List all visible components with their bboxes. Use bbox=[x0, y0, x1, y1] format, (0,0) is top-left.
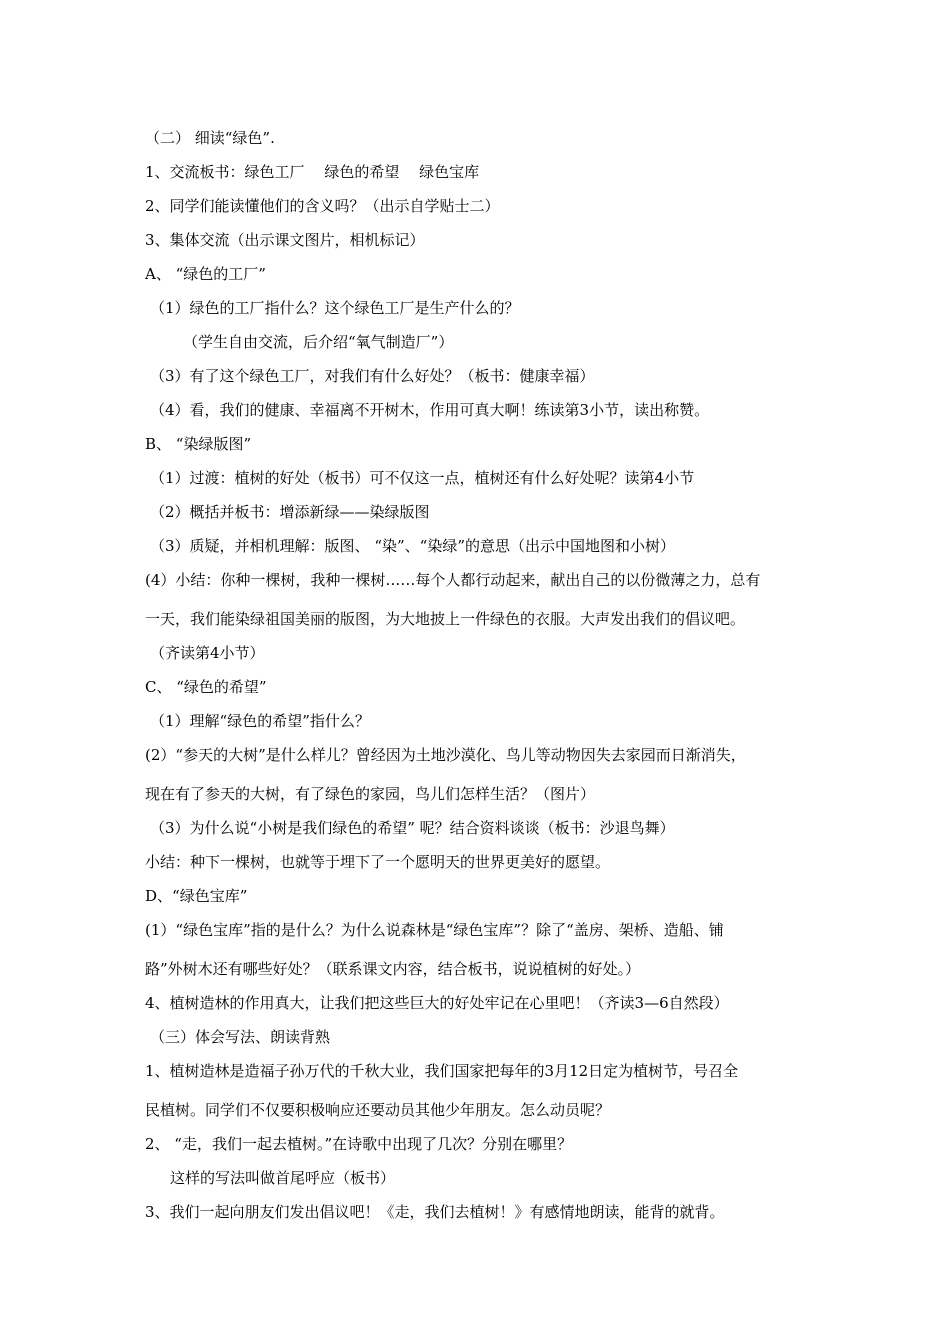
subsection-heading-c: C、 “绿色的希望” bbox=[145, 678, 267, 696]
paragraph-line: （2）概括并板书：增添新绿——染绿版图 bbox=[150, 503, 430, 521]
paragraph-line: 一天，我们能染绿祖国美丽的版图，为大地披上一件绿色的衣服。大声发出我们的倡议吧。 bbox=[145, 610, 746, 628]
paragraph-line: (2）“参天的大树”是什么样儿？曾经因为土地沙漠化、鸟儿等动物因失去家园而日渐消失， bbox=[145, 746, 746, 764]
paragraph-line: （4）看，我们的健康、幸福离不开树木，作用可真大啊！练读第3小节，读出称赞。 bbox=[150, 401, 710, 419]
paragraph-line: 3、集体交流（出示课文图片，相机标记） bbox=[145, 231, 425, 249]
section-heading-3: （三）体会写法、朗读背熟 bbox=[150, 1028, 331, 1046]
paragraph-line: （3）有了这个绿色工厂，对我们有什么好处？（板书：健康幸福） bbox=[150, 367, 595, 385]
paragraph-line: 1、交流板书：绿色工厂 绿色的希望 绿色宝库 bbox=[145, 163, 480, 181]
subsection-heading-d: D、“绿色宝库” bbox=[145, 887, 248, 905]
paragraph-line: （3）质疑，并相机理解：版图、 “染”、“染绿”的意思（出示中国地图和小树） bbox=[150, 537, 675, 555]
paragraph-line: 3、我们一起向朋友们发出倡议吧！《走，我们去植树！》有感情地朗读，能背的就背。 bbox=[145, 1203, 725, 1221]
paragraph-line: 2、同学们能读懂他们的含义吗？（出示自学贴士二） bbox=[145, 197, 500, 215]
paragraph-line: 这样的写法叫做首尾呼应（板书） bbox=[170, 1169, 396, 1187]
paragraph-line: 2、 “走，我们一起去植树。”在诗歌中出现了几次？分别在哪里？ bbox=[145, 1135, 573, 1153]
paragraph-line: 现在有了参天的大树，有了绿色的家园，鸟儿们怎样生活？（图片） bbox=[145, 785, 596, 803]
subsection-heading-a: A、 “绿色的工厂” bbox=[145, 265, 266, 283]
paragraph-line: (1）“绿色宝库”指的是什么？为什么说森林是“绿色宝库”？除了“盖房、架桥、造船、铺 bbox=[145, 921, 724, 939]
paragraph-line: （学生自由交流，后介绍“氧气制造厂”） bbox=[183, 333, 454, 351]
paragraph-line: （1）绿色的工厂指什么？这个绿色工厂是生产什么的？ bbox=[150, 299, 520, 317]
paragraph-line: 民植树。同学们不仅要积极响应还要动员其他少年朋友。怎么动员呢？ bbox=[145, 1101, 611, 1119]
paragraph-line: 路”外树木还有哪些好处？（联系课文内容，结合板书，说说植树的好处。） bbox=[145, 960, 641, 978]
paragraph-line: （3）为什么说“小树是我们绿色的希望” 呢？结合资料谈谈（板书：沙退鸟舞） bbox=[150, 819, 675, 837]
paragraph-line: 1、植树造林是造福子孙万代的千秋大业，我们国家把每年的3月12日定为植树节，号召全 bbox=[145, 1062, 739, 1080]
section-heading-2: （二） 细读“绿色”. bbox=[145, 129, 275, 147]
paragraph-line: （1）过渡：植树的好处（板书）可不仅这一点，植树还有什么好处呢？读第4小节 bbox=[150, 469, 695, 487]
paragraph-line: 4、植树造林的作用真大，让我们把这些巨大的好处牢记在心里吧！（齐读3—6自然段） bbox=[145, 994, 729, 1012]
paragraph-line: （齐读第4小节） bbox=[150, 644, 265, 662]
paragraph-line: 小结：种下一棵树，也就等于埋下了一个愿明天的世界更美好的愿望。 bbox=[145, 853, 611, 871]
subsection-heading-b: B、 “染绿版图” bbox=[145, 435, 252, 453]
paragraph-line: (4）小结：你种一棵树，我种一棵树……每个人都行动起来，献出自己的以份微薄之力，总有 bbox=[145, 571, 761, 589]
paragraph-line: （1）理解“绿色的希望”指什么？ bbox=[150, 712, 370, 730]
